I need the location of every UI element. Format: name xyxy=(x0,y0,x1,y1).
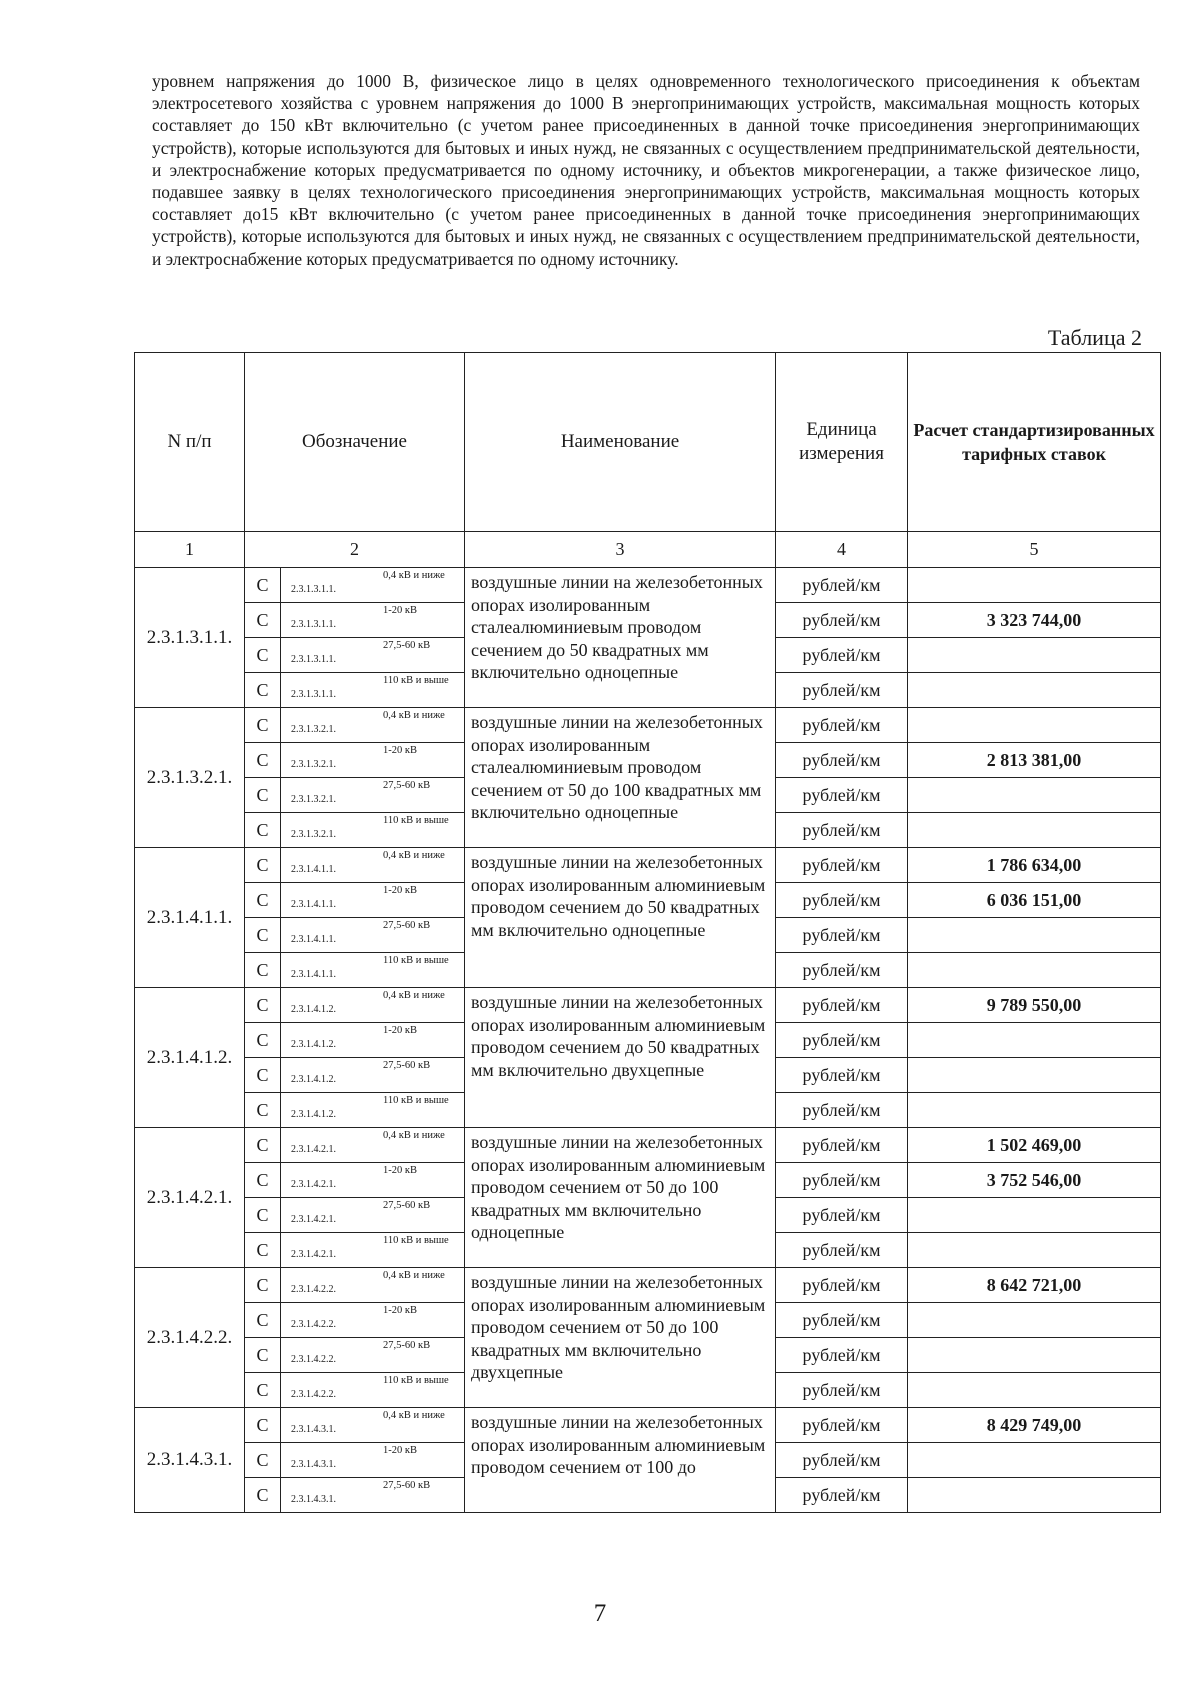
rate-cell xyxy=(908,1303,1161,1338)
unit-cell: рублей/км xyxy=(776,1408,908,1443)
designation-code: 2.3.1.3.1.1. xyxy=(291,689,336,700)
group-number: 2.3.1.3.2.1. xyxy=(135,708,245,848)
designation-letter: С xyxy=(245,778,281,813)
unit-cell: рублей/км xyxy=(776,1233,908,1268)
designation-letter: С xyxy=(245,848,281,883)
designation-code-wrapper xyxy=(291,708,464,742)
designation-code-cell xyxy=(281,603,465,638)
designation-code-wrapper xyxy=(291,1198,464,1232)
designation-code-cell xyxy=(281,1198,465,1233)
designation-code: 2.3.1.4.1.2. xyxy=(291,1039,336,1050)
unit-cell: рублей/км xyxy=(776,778,908,813)
designation-code: 2.3.1.3.1.1. xyxy=(291,619,336,630)
rate-cell: 2 813 381,00 xyxy=(908,743,1161,778)
item-name: воздушные линии на железобетонных опорах изолированным сталеалюминиевым проводом сечением от 50 до 100 квадратных мм включительно одноцепные xyxy=(465,708,776,848)
designation-code: 2.3.1.3.2.1. xyxy=(291,759,336,770)
designation-letter: С xyxy=(245,1268,281,1303)
designation-letter: С xyxy=(245,1408,281,1443)
designation-code-wrapper xyxy=(291,1058,464,1092)
voltage-level: 27,5-60 кВ xyxy=(383,1480,431,1491)
designation-code-cell xyxy=(281,638,465,673)
unit-cell: рублей/км xyxy=(776,1303,908,1338)
voltage-level: 27,5-60 кВ xyxy=(383,780,431,791)
designation-code-wrapper xyxy=(291,1478,464,1512)
designation-code: 2.3.1.4.2.2. xyxy=(291,1389,336,1400)
group-number: 2.3.1.3.1.1. xyxy=(135,568,245,708)
table-row xyxy=(135,848,1161,883)
item-name: воздушные линии на железобетонных опорах изолированным сталеалюминиевым проводом сечением до 50 квадратных мм включительно одноцепные xyxy=(465,568,776,708)
designation-letter: С xyxy=(245,568,281,603)
header-designation: Обозначение xyxy=(245,353,465,532)
unit-cell: рублей/км xyxy=(776,603,908,638)
unit-cell: рублей/км xyxy=(776,1058,908,1093)
designation-letter: С xyxy=(245,1233,281,1268)
designation-code-cell xyxy=(281,1373,465,1408)
designation-letter: С xyxy=(245,953,281,988)
designation-code-cell xyxy=(281,918,465,953)
designation-code: 2.3.1.4.1.1. xyxy=(291,899,336,910)
voltage-level: 1-20 кВ xyxy=(383,605,417,616)
designation-code-cell xyxy=(281,953,465,988)
rate-cell xyxy=(908,1093,1161,1128)
column-number: 4 xyxy=(776,532,908,568)
designation-letter: С xyxy=(245,638,281,673)
unit-cell: рублей/км xyxy=(776,813,908,848)
table-row xyxy=(135,988,1161,1023)
table-label: Таблица 2 xyxy=(1047,325,1142,350)
rate-cell xyxy=(908,813,1161,848)
rate-cell: 1 786 634,00 xyxy=(908,848,1161,883)
designation-letter: С xyxy=(245,1198,281,1233)
unit-cell: рублей/км xyxy=(776,1478,908,1513)
voltage-level: 27,5-60 кВ xyxy=(383,1060,431,1071)
voltage-level: 0,4 кВ и ниже xyxy=(383,1270,445,1281)
designation-code: 2.3.1.3.2.1. xyxy=(291,724,336,735)
designation-letter: С xyxy=(245,1163,281,1198)
rate-cell xyxy=(908,1443,1161,1478)
designation-letter: С xyxy=(245,1093,281,1128)
rate-cell xyxy=(908,1198,1161,1233)
designation-code-wrapper xyxy=(291,1303,464,1337)
designation-code-wrapper xyxy=(291,1093,464,1127)
designation-code-wrapper xyxy=(291,953,464,987)
designation-code-wrapper xyxy=(291,1373,464,1407)
item-name: воздушные линии на железобетонных опорах изолированным алюминиевым проводом сечением до 50 квадратных мм включительно двухцепные xyxy=(465,988,776,1128)
unit-cell: рублей/км xyxy=(776,1128,908,1163)
designation-code-cell xyxy=(281,1268,465,1303)
unit-cell: рублей/км xyxy=(776,883,908,918)
designation-letter: С xyxy=(245,988,281,1023)
voltage-level: 1-20 кВ xyxy=(383,1445,417,1456)
rate-cell xyxy=(908,638,1161,673)
designation-code: 2.3.1.4.1.1. xyxy=(291,864,336,875)
rate-cell xyxy=(908,918,1161,953)
page-number: 7 xyxy=(593,1600,607,1627)
designation-code-wrapper xyxy=(291,568,464,602)
rate-cell xyxy=(908,673,1161,708)
table-row xyxy=(135,1268,1161,1303)
designation-code: 2.3.1.4.1.1. xyxy=(291,934,336,945)
voltage-level: 1-20 кВ xyxy=(383,1165,417,1176)
tariff-table xyxy=(134,352,1161,1513)
voltage-level: 27,5-60 кВ xyxy=(383,640,431,651)
designation-code-cell xyxy=(281,1128,465,1163)
designation-code-cell xyxy=(281,673,465,708)
designation-code-wrapper xyxy=(291,1443,464,1477)
voltage-level: 27,5-60 кВ xyxy=(383,1340,431,1351)
unit-cell: рублей/км xyxy=(776,1268,908,1303)
designation-code-cell xyxy=(281,1478,465,1513)
table-row xyxy=(135,708,1161,743)
designation-code-cell xyxy=(281,1408,465,1443)
column-number: 3 xyxy=(465,532,776,568)
designation-code: 2.3.1.4.1.2. xyxy=(291,1004,336,1015)
designation-code-cell xyxy=(281,813,465,848)
group-number: 2.3.1.4.1.2. xyxy=(135,988,245,1128)
rate-cell: 1 502 469,00 xyxy=(908,1128,1161,1163)
voltage-level: 110 кВ и выше xyxy=(383,815,449,826)
designation-code: 2.3.1.4.2.2. xyxy=(291,1354,336,1365)
unit-cell: рублей/км xyxy=(776,1198,908,1233)
unit-cell: рублей/км xyxy=(776,1023,908,1058)
designation-code-wrapper xyxy=(291,743,464,777)
table-row xyxy=(135,1408,1161,1443)
designation-code-wrapper xyxy=(291,1268,464,1302)
unit-cell: рублей/км xyxy=(776,918,908,953)
designation-code-wrapper xyxy=(291,1023,464,1057)
designation-code: 2.3.1.4.1.2. xyxy=(291,1109,336,1120)
designation-code: 2.3.1.3.2.1. xyxy=(291,794,336,805)
group-number: 2.3.1.4.2.2. xyxy=(135,1268,245,1408)
intro-paragraph: уровнем напряжения до 1000 В, физическое лицо в целях одновременного технологического присоединения к объектам электросетевого хозяйства с уровнем напряжения до 1000 В энергопринимающих устройств, максимальная мощность которых составляет до 150 кВт включительно (с учетом ранее присоединенных в данной точке присоединения энергопринимающих устройств), которые используются для бытовых и иных нужд, не связанных с осуществлением предпринимательской деятельности, и электроснабжение которых предусматривается по одному источнику, и объектов микрогенерации, а также физическое лицо, подавшее заявку в целях технологического присоединения энергопринимающих устройств, максимальная мощность которых составляет до15 кВт включительно (с учетом ранее присоединенных в данной точке присоединения энергопринимающих устройств), которые используются для бытовых и иных нужд, не связанных с осуществлением предпринимательской деятельности, и электроснабжение которых предусматривается по одному источнику. xyxy=(152,71,1140,269)
rate-cell xyxy=(908,1373,1161,1408)
designation-code-cell xyxy=(281,848,465,883)
voltage-level: 110 кВ и выше xyxy=(383,955,449,966)
designation-code: 2.3.1.4.3.1. xyxy=(291,1424,336,1435)
unit-cell: рублей/км xyxy=(776,1093,908,1128)
designation-code-wrapper xyxy=(291,848,464,882)
designation-code-wrapper xyxy=(291,638,464,672)
header-row xyxy=(135,353,1161,532)
designation-code-wrapper xyxy=(291,883,464,917)
voltage-level: 110 кВ и выше xyxy=(383,1235,449,1246)
designation-letter: С xyxy=(245,743,281,778)
header-rate: Расчет стандартизированных тарифных ставок xyxy=(908,353,1161,532)
rate-cell xyxy=(908,953,1161,988)
table-row xyxy=(135,568,1161,603)
designation-letter: С xyxy=(245,918,281,953)
voltage-level: 1-20 кВ xyxy=(383,1305,417,1316)
designation-code-wrapper xyxy=(291,813,464,847)
designation-letter: С xyxy=(245,603,281,638)
unit-cell: рублей/км xyxy=(776,638,908,673)
rate-cell: 9 789 550,00 xyxy=(908,988,1161,1023)
voltage-level: 0,4 кВ и ниже xyxy=(383,990,445,1001)
designation-code-cell xyxy=(281,743,465,778)
unit-cell: рублей/км xyxy=(776,1163,908,1198)
designation-code-wrapper xyxy=(291,1408,464,1442)
designation-code-wrapper xyxy=(291,1338,464,1372)
rate-cell xyxy=(908,1478,1161,1513)
designation-code: 2.3.1.4.2.2. xyxy=(291,1284,336,1295)
group-number: 2.3.1.4.2.1. xyxy=(135,1128,245,1268)
rate-cell: 3 323 744,00 xyxy=(908,603,1161,638)
rate-cell: 6 036 151,00 xyxy=(908,883,1161,918)
unit-cell: рублей/км xyxy=(776,1373,908,1408)
designation-letter: С xyxy=(245,1058,281,1093)
designation-code: 2.3.1.4.2.1. xyxy=(291,1214,336,1225)
designation-letter: С xyxy=(245,813,281,848)
column-number: 5 xyxy=(908,532,1161,568)
rate-cell xyxy=(908,1338,1161,1373)
designation-code: 2.3.1.4.2.1. xyxy=(291,1179,336,1190)
designation-code-cell xyxy=(281,778,465,813)
rate-cell xyxy=(908,1058,1161,1093)
voltage-level: 110 кВ и выше xyxy=(383,675,449,686)
rate-cell xyxy=(908,1233,1161,1268)
header-num: N п/п xyxy=(135,353,245,532)
unit-cell: рублей/км xyxy=(776,1338,908,1373)
voltage-level: 0,4 кВ и ниже xyxy=(383,710,445,721)
designation-code: 2.3.1.4.2.2. xyxy=(291,1319,336,1330)
designation-code: 2.3.1.4.2.1. xyxy=(291,1144,336,1155)
group-number: 2.3.1.4.1.1. xyxy=(135,848,245,988)
voltage-level: 1-20 кВ xyxy=(383,745,417,756)
designation-code-wrapper xyxy=(291,988,464,1022)
designation-code-cell xyxy=(281,1303,465,1338)
item-name: воздушные линии на железобетонных опорах изолированным алюминиевым проводом сечением от 100 до xyxy=(465,1408,776,1513)
designation-letter: С xyxy=(245,883,281,918)
designation-letter: С xyxy=(245,708,281,743)
designation-code-cell xyxy=(281,988,465,1023)
column-number: 1 xyxy=(135,532,245,568)
voltage-level: 1-20 кВ xyxy=(383,1025,417,1036)
item-name: воздушные линии на железобетонных опорах изолированным алюминиевым проводом сечением от 50 до 100 квадратных мм включительно двухцепные xyxy=(465,1268,776,1408)
voltage-level: 27,5-60 кВ xyxy=(383,920,431,931)
designation-code-wrapper xyxy=(291,603,464,637)
header-unit: Единица измерения xyxy=(776,353,908,532)
designation-code: 2.3.1.3.1.1. xyxy=(291,584,336,595)
voltage-level: 110 кВ и выше xyxy=(383,1095,449,1106)
designation-code-cell xyxy=(281,1233,465,1268)
unit-cell: рублей/км xyxy=(776,953,908,988)
rate-cell xyxy=(908,778,1161,813)
header-name: Наименование xyxy=(465,353,776,532)
voltage-level: 0,4 кВ и ниже xyxy=(383,570,445,581)
unit-cell: рублей/км xyxy=(776,1443,908,1478)
voltage-level: 0,4 кВ и ниже xyxy=(383,1130,445,1141)
designation-code: 2.3.1.4.1.1. xyxy=(291,969,336,980)
designation-code-wrapper xyxy=(291,778,464,812)
designation-code-wrapper xyxy=(291,1233,464,1267)
unit-cell: рублей/км xyxy=(776,568,908,603)
designation-code-cell xyxy=(281,1023,465,1058)
designation-letter: С xyxy=(245,1128,281,1163)
unit-cell: рублей/км xyxy=(776,743,908,778)
designation-letter: С xyxy=(245,1478,281,1513)
designation-code-cell xyxy=(281,1443,465,1478)
unit-cell: рублей/км xyxy=(776,988,908,1023)
designation-code: 2.3.1.3.1.1. xyxy=(291,654,336,665)
table-row xyxy=(135,1128,1161,1163)
designation-code-cell xyxy=(281,1338,465,1373)
designation-code-cell xyxy=(281,1163,465,1198)
rate-cell xyxy=(908,708,1161,743)
designation-letter: С xyxy=(245,1303,281,1338)
designation-code-wrapper xyxy=(291,1128,464,1162)
designation-code: 2.3.1.4.3.1. xyxy=(291,1494,336,1505)
designation-letter: С xyxy=(245,1373,281,1408)
column-number-row xyxy=(135,532,1161,568)
voltage-level: 0,4 кВ и ниже xyxy=(383,850,445,861)
designation-code-wrapper xyxy=(291,918,464,952)
rate-cell xyxy=(908,1023,1161,1058)
rate-cell: 3 752 546,00 xyxy=(908,1163,1161,1198)
unit-cell: рублей/км xyxy=(776,848,908,883)
voltage-level: 0,4 кВ и ниже xyxy=(383,1410,445,1421)
rate-cell: 8 642 721,00 xyxy=(908,1268,1161,1303)
column-number: 2 xyxy=(245,532,465,568)
designation-code-cell xyxy=(281,568,465,603)
designation-letter: С xyxy=(245,1023,281,1058)
rate-cell: 8 429 749,00 xyxy=(908,1408,1161,1443)
group-number: 2.3.1.4.3.1. xyxy=(135,1408,245,1513)
item-name: воздушные линии на железобетонных опорах изолированным алюминиевым проводом сечением от 50 до 100 квадратных мм включительно одноцепные xyxy=(465,1128,776,1268)
designation-code-cell xyxy=(281,1093,465,1128)
designation-code: 2.3.1.4.1.2. xyxy=(291,1074,336,1085)
designation-code: 2.3.1.4.2.1. xyxy=(291,1249,336,1260)
designation-code: 2.3.1.4.3.1. xyxy=(291,1459,336,1470)
voltage-level: 1-20 кВ xyxy=(383,885,417,896)
item-name: воздушные линии на железобетонных опорах изолированным алюминиевым проводом сечением до 50 квадратных мм включительно одноцепные xyxy=(465,848,776,988)
designation-code-cell xyxy=(281,1058,465,1093)
rate-cell xyxy=(908,568,1161,603)
designation-code: 2.3.1.3.2.1. xyxy=(291,829,336,840)
designation-code-wrapper xyxy=(291,1163,464,1197)
unit-cell: рублей/км xyxy=(776,708,908,743)
voltage-level: 27,5-60 кВ xyxy=(383,1200,431,1211)
designation-letter: С xyxy=(245,1338,281,1373)
tariff-table-container xyxy=(134,352,1160,1513)
voltage-level: 110 кВ и выше xyxy=(383,1375,449,1386)
designation-code-cell xyxy=(281,708,465,743)
designation-code-cell xyxy=(281,883,465,918)
designation-letter: С xyxy=(245,1443,281,1478)
designation-code-wrapper xyxy=(291,673,464,707)
unit-cell: рублей/км xyxy=(776,673,908,708)
designation-letter: С xyxy=(245,673,281,708)
